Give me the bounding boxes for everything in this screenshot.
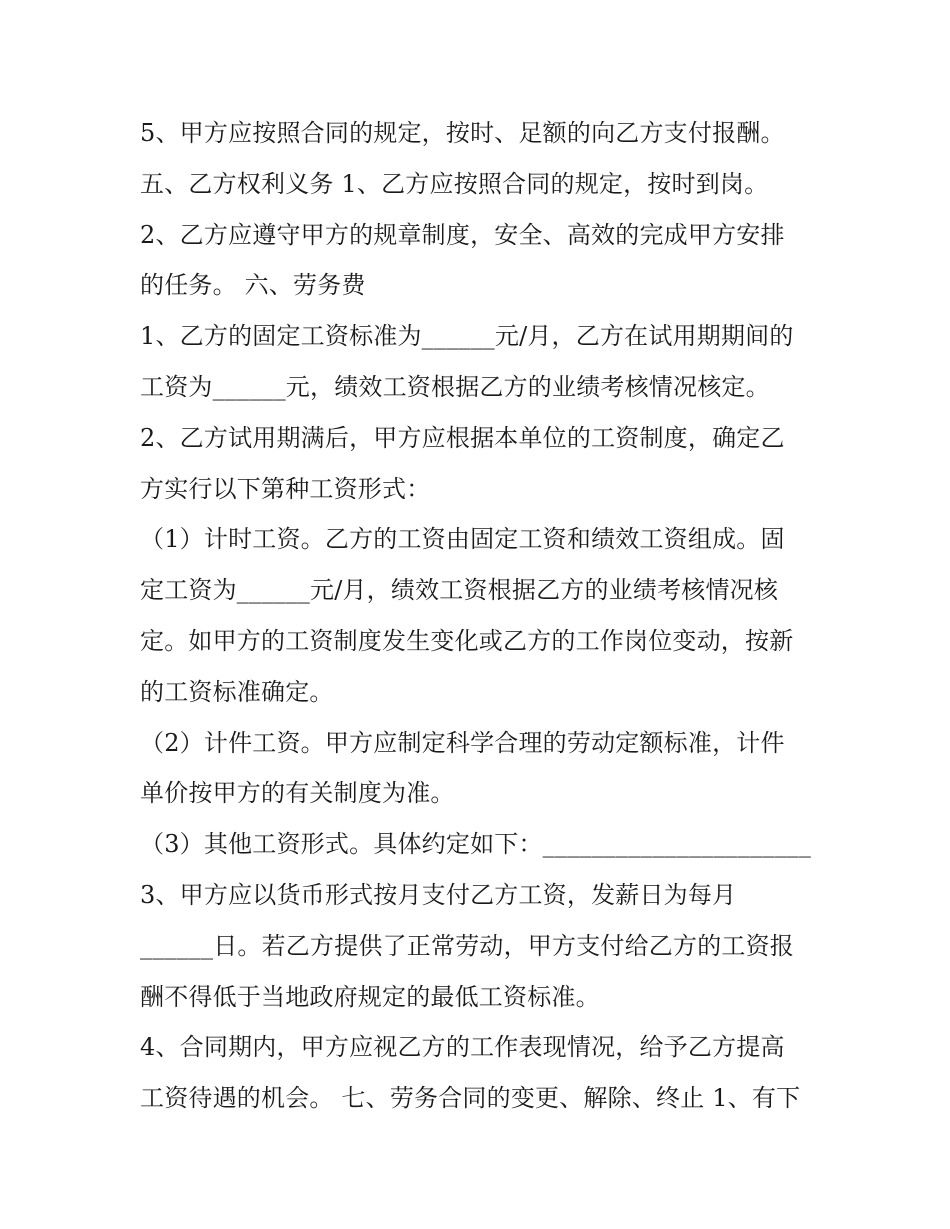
text-line: 的工资标准确定。 — [140, 677, 334, 706]
text-line: 3、甲方应以货币形式按月支付乙方工资，发薪日为每月 — [140, 880, 737, 909]
text-line: 定工资为______元/月，绩效工资根据乙方的业绩考核情况核 — [140, 576, 779, 605]
text-line: （2）计件工资。甲方应制定科学合理的劳动定额标准，计件 — [140, 728, 785, 757]
text-line: 1、乙方的固定工资标准为______元/月，乙方在试用期期间的 — [140, 322, 794, 351]
text-line: ______日。若乙方提供了正常劳动，甲方支付给乙方的工资报 — [140, 931, 794, 960]
text-line: 五、乙方权利义务 1、乙方应按照合同的规定，按时到岗。 — [140, 169, 769, 198]
text-line: 单价按甲方的有关制度为准。 — [140, 779, 455, 808]
text-line: 的任务。 六、劳务费 — [140, 271, 366, 300]
text-line: 4、合同期内，甲方应视乙方的工作表现情况，给予乙方提高 — [140, 1033, 785, 1062]
text-line: 定。如甲方的工资制度发生变化或乙方的工作岗位变动，按新 — [140, 626, 794, 655]
text-line: 酬不得低于当地政府规定的最低工资标准。 — [140, 982, 600, 1011]
text-line: 方实行以下第种工资形式： — [140, 474, 431, 503]
text-line: 2、乙方应遵守甲方的规章制度，安全、高效的完成甲方安排 — [140, 220, 785, 249]
text-line: 工资为______元，绩效工资根据乙方的业绩考核情况核定。 — [140, 372, 770, 401]
document-page — [140, 108, 820, 1124]
text-line: 工资待遇的机会。 七、劳务合同的变更、解除、终止 1、有下 — [140, 1084, 801, 1113]
text-line: 5、甲方应按照合同的规定，按时、足额的向乙方支付报酬。 — [140, 119, 785, 147]
text-line: 2、乙方试用期满后，甲方应根据本单位的工资制度，确定乙 — [140, 423, 785, 452]
text-line: （1）计时工资。乙方的工资由固定工资和绩效工资组成。固 — [140, 525, 785, 554]
text-line: （3）其他工资形式。具体约定如下：______________________ — [140, 830, 812, 859]
